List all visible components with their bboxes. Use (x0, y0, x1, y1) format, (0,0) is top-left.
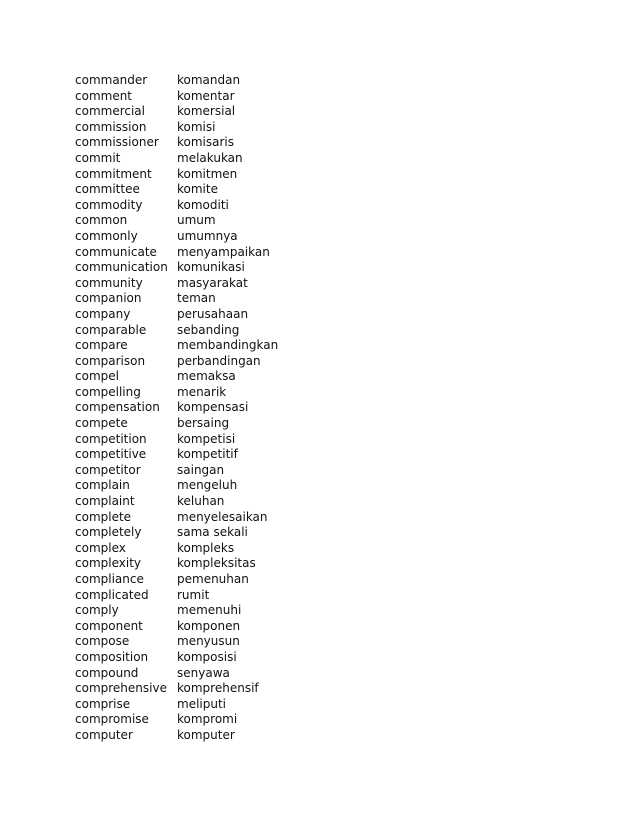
indonesian-word: masyarakat (177, 275, 248, 290)
word-row (75, 135, 278, 151)
indonesian-word: komisaris (177, 135, 235, 150)
word-row (75, 712, 278, 728)
word-row (75, 556, 278, 572)
indonesian-word: kompleksitas (177, 556, 256, 571)
english-word: comment (75, 88, 133, 103)
indonesian-word: keluhan (177, 494, 225, 509)
indonesian-word: memaksa (177, 369, 236, 384)
word-row (75, 151, 278, 167)
english-word: committee (75, 182, 140, 197)
word-row (75, 650, 278, 666)
indonesian-word: komandan (177, 73, 241, 87)
english-word: common (75, 213, 128, 228)
word-row (75, 89, 278, 105)
word-row (75, 198, 278, 214)
english-word: communicate (75, 244, 157, 259)
indonesian-word: meliputi (177, 696, 227, 711)
english-word: composition (75, 649, 149, 664)
indonesian-word: melakukan (177, 150, 243, 165)
indonesian-word: perusahaan (177, 306, 249, 321)
indonesian-word: umum (177, 213, 216, 228)
english-word: complaint (75, 494, 135, 509)
word-row (75, 354, 278, 370)
indonesian-word: komunikasi (177, 260, 245, 275)
indonesian-word: mengeluh (177, 478, 238, 493)
word-row (75, 104, 278, 120)
word-row (75, 572, 278, 588)
english-word: commitment (75, 166, 152, 181)
indonesian-word: pemenuhan (177, 572, 249, 586)
english-word: comparison (75, 353, 146, 368)
word-row (75, 369, 278, 385)
english-word: competitor (75, 462, 141, 477)
indonesian-word: sebanding (177, 322, 240, 337)
english-word: complexity (75, 556, 141, 571)
word-row (75, 167, 278, 183)
english-word: comprehensive (75, 681, 167, 696)
english-word: compound (75, 665, 139, 680)
indonesian-word: menyampaikan (177, 244, 270, 259)
word-row (75, 307, 278, 323)
word-row (75, 120, 278, 136)
english-word: compelling (75, 384, 141, 399)
word-list (75, 73, 278, 744)
english-word: compensation (75, 400, 160, 415)
word-row (75, 619, 278, 635)
indonesian-word: komponen (177, 618, 241, 633)
word-row (75, 603, 278, 619)
indonesian-word: perbandingan (177, 353, 261, 368)
indonesian-word: membandingkan (177, 338, 279, 353)
english-word: companion (75, 291, 142, 306)
word-row (75, 213, 278, 229)
word-row (75, 666, 278, 682)
english-word: comprise (75, 696, 131, 711)
english-word: complex (75, 540, 126, 555)
word-row (75, 681, 278, 697)
english-word: commissioner (75, 135, 159, 150)
indonesian-word: menyusun (177, 634, 240, 649)
indonesian-word: kompleks (177, 540, 235, 555)
word-row (75, 634, 278, 650)
english-word: commit (75, 150, 121, 165)
indonesian-word: sama sekali (177, 525, 248, 540)
indonesian-word: saingan (177, 462, 225, 477)
english-word: comply (75, 603, 119, 618)
english-word: complicated (75, 587, 149, 602)
indonesian-word: kompromi (177, 712, 238, 727)
indonesian-word: kompetitif (177, 447, 238, 462)
english-word: commission (75, 119, 147, 134)
word-row (75, 291, 278, 307)
indonesian-word: rumit (177, 587, 210, 602)
word-row (75, 276, 278, 292)
word-row (75, 260, 278, 276)
word-row (75, 385, 278, 401)
english-word: completely (75, 525, 142, 540)
word-row (75, 494, 278, 510)
word-row (75, 400, 278, 416)
english-word: commander (75, 73, 148, 87)
english-word: community (75, 275, 143, 290)
word-row (75, 229, 278, 245)
indonesian-word: memenuhi (177, 603, 242, 618)
word-row (75, 697, 278, 713)
english-word: compare (75, 338, 128, 353)
indonesian-word: komposisi (177, 649, 237, 664)
english-word: computer (75, 727, 133, 742)
english-word: comparable (75, 322, 147, 337)
english-word: compliance (75, 572, 144, 586)
word-row (75, 541, 278, 557)
english-word: compel (75, 369, 119, 384)
word-row (75, 245, 278, 261)
english-word: complain (75, 478, 130, 493)
word-row (75, 416, 278, 432)
english-word: competition (75, 431, 147, 446)
word-row (75, 478, 278, 494)
indonesian-word: umumnya (177, 228, 238, 243)
indonesian-word: komoditi (177, 197, 229, 212)
indonesian-word: komprehensif (177, 681, 259, 696)
word-row (75, 588, 278, 604)
english-word: compete (75, 416, 128, 431)
english-word: commonly (75, 228, 138, 243)
indonesian-word: menyelesaikan (177, 509, 268, 524)
word-row (75, 728, 278, 744)
english-word: company (75, 306, 131, 321)
word-row (75, 182, 278, 198)
word-row (75, 338, 278, 354)
indonesian-word: komputer (177, 727, 235, 742)
word-row (75, 525, 278, 541)
word-row (75, 463, 278, 479)
english-word: component (75, 618, 143, 633)
word-row (75, 432, 278, 448)
indonesian-word: komite (177, 182, 218, 197)
indonesian-word: kompensasi (177, 400, 249, 415)
indonesian-word: menarik (177, 384, 227, 399)
english-word: competitive (75, 447, 147, 462)
indonesian-word: teman (177, 291, 216, 306)
indonesian-word: senyawa (177, 665, 230, 680)
english-word: compose (75, 634, 130, 649)
indonesian-word: komentar (177, 88, 235, 103)
english-word: compromise (75, 712, 149, 727)
word-row (75, 510, 278, 526)
word-row (75, 447, 278, 463)
word-row (75, 73, 278, 89)
indonesian-word: komisi (177, 119, 216, 134)
indonesian-word: komitmen (177, 166, 238, 181)
indonesian-word: bersaing (177, 416, 230, 431)
indonesian-word: komersial (177, 104, 236, 119)
english-word: complete (75, 509, 132, 524)
word-row (75, 323, 278, 339)
english-word: commercial (75, 104, 145, 119)
english-word: communication (75, 260, 168, 275)
indonesian-word: kompetisi (177, 431, 236, 446)
english-word: commodity (75, 197, 143, 212)
